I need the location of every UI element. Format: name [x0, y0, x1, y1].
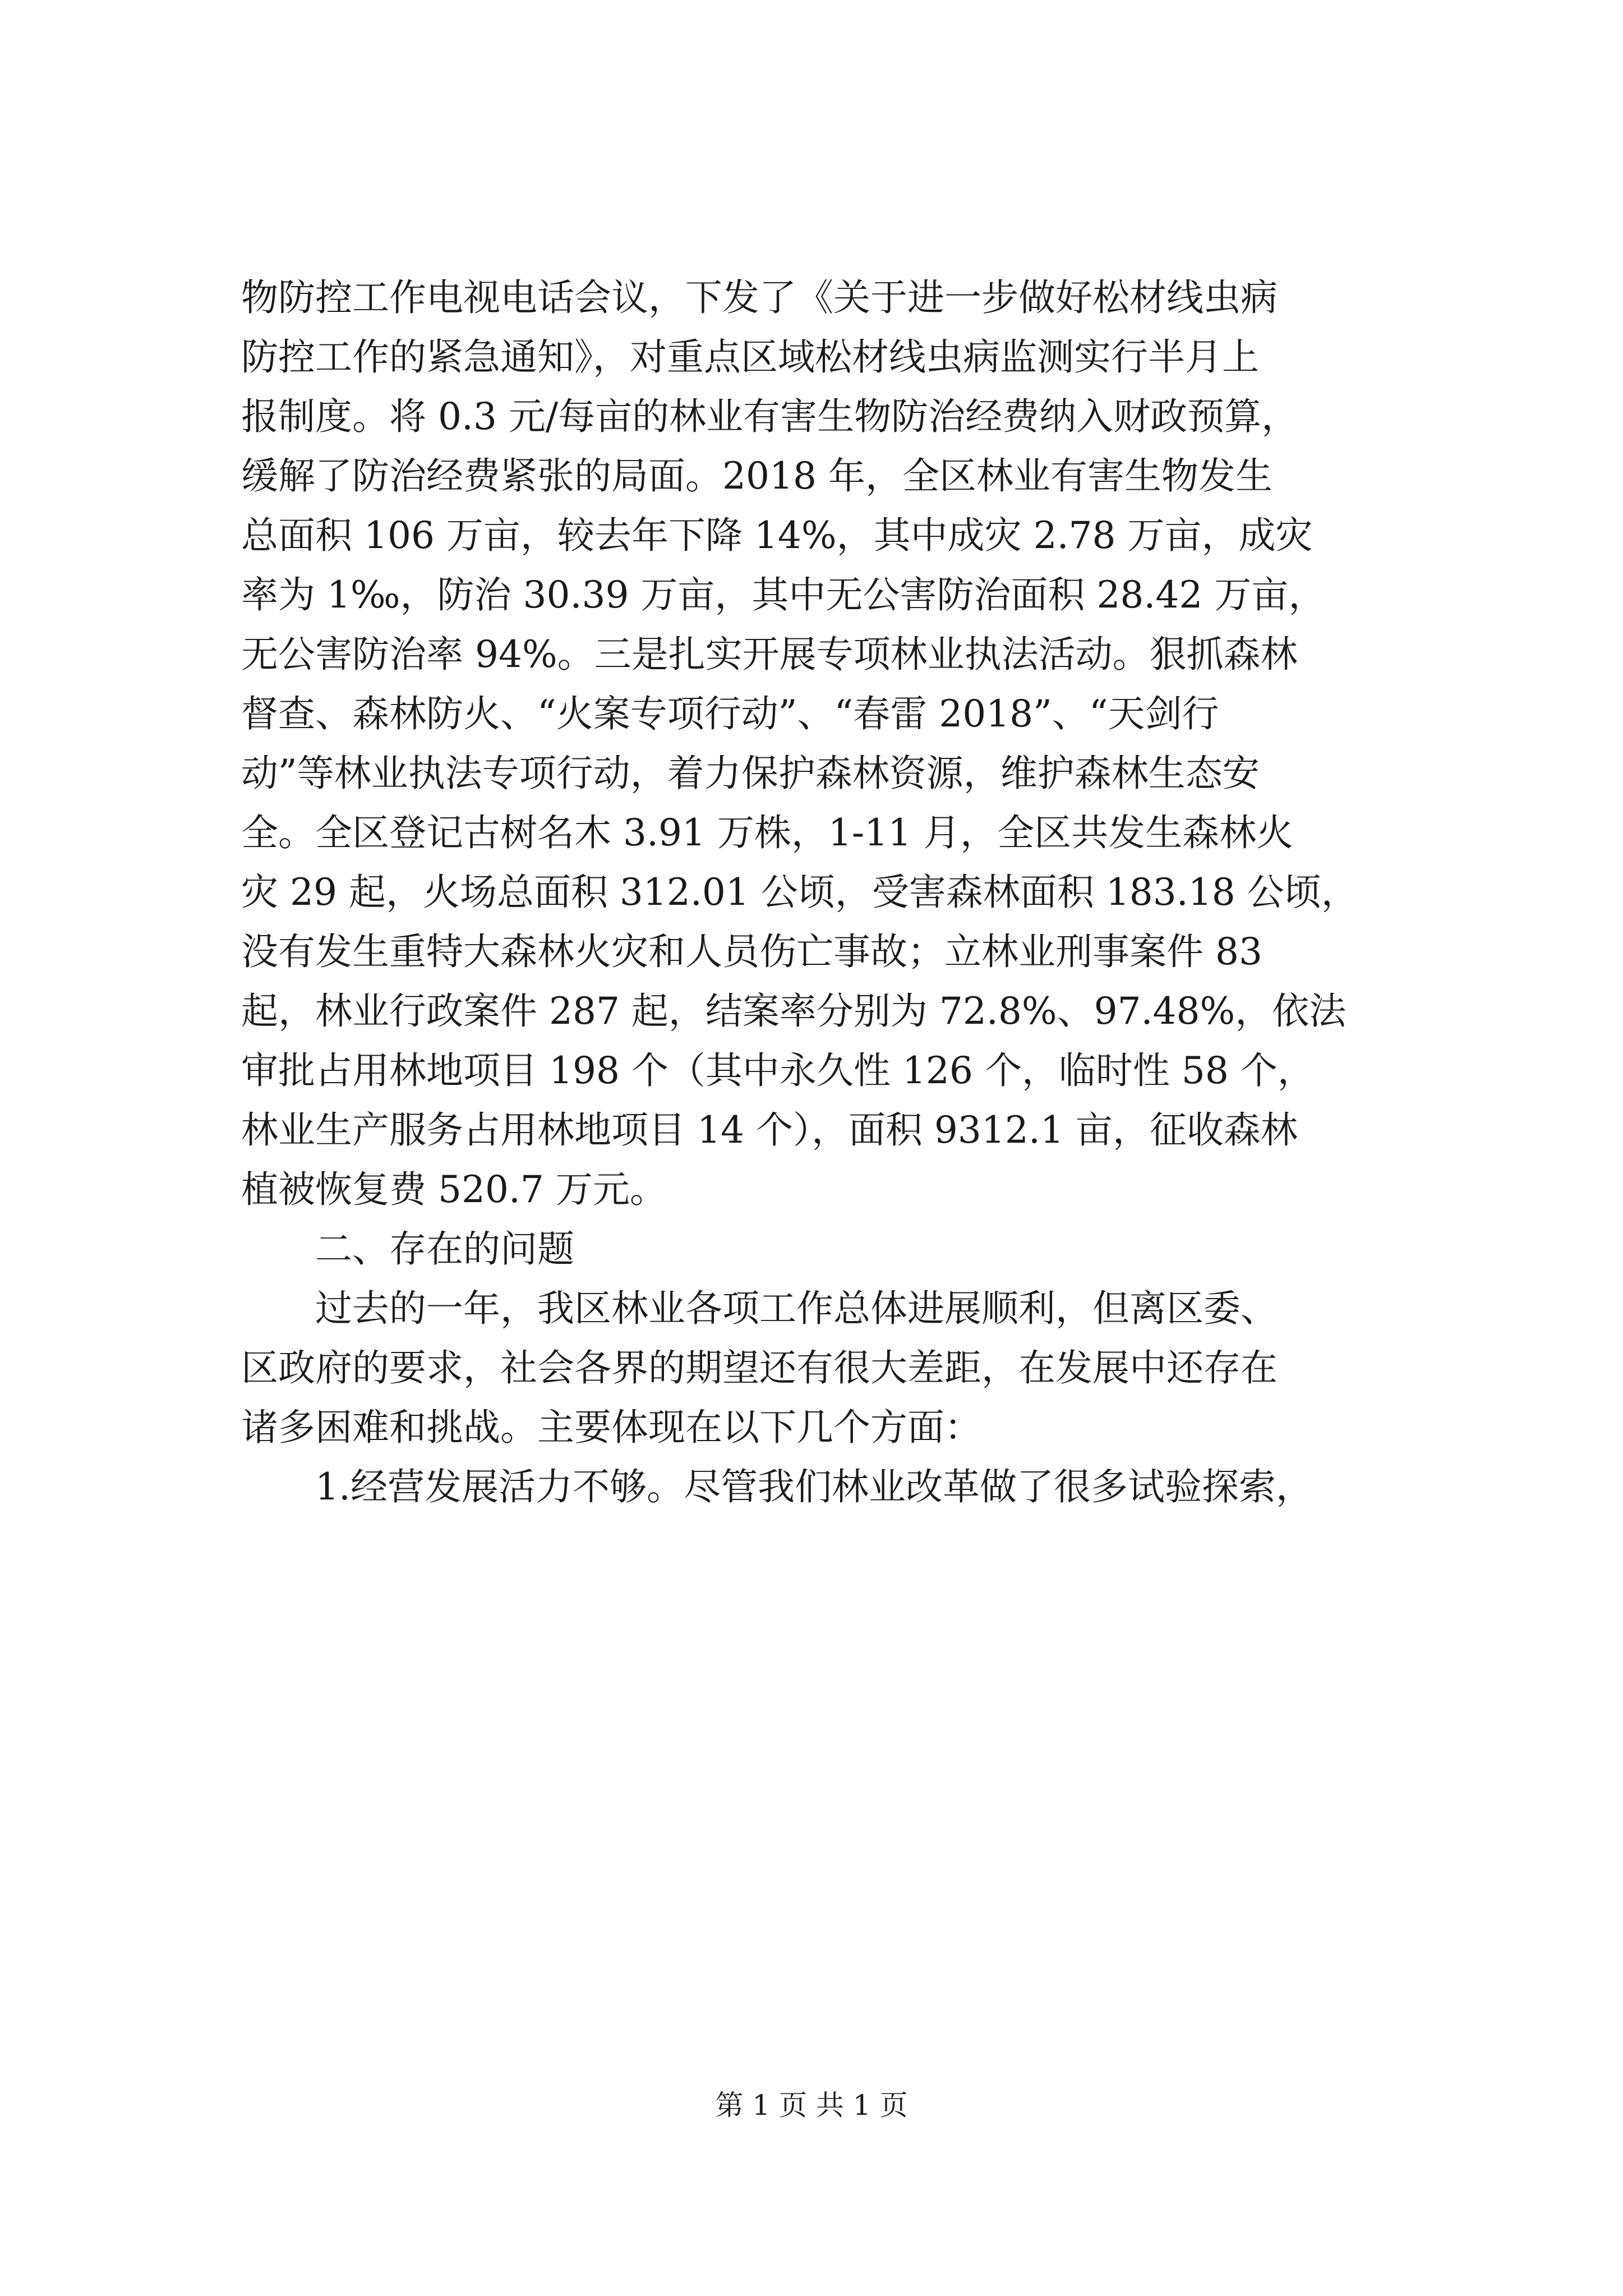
section-heading: 二、存在的问题	[315, 1227, 574, 1271]
text-line: 诸多困难和挑战。主要体现在以下几个方面：	[241, 1406, 981, 1449]
text-line: 起，林业行政案件 287 起，结案率分别为 72.8%、97.48%，依法	[241, 990, 1347, 1033]
text-line: 灾 29 起，火场总面积 312.01 公顷，受害森林面积 183.18 公顷，	[241, 871, 1358, 914]
paragraph-start-line: 过去的一年，我区林业各项工作总体进展顺利，但离区委、	[315, 1287, 1278, 1330]
page-footer: 第 1 页 共 1 页	[715, 2089, 908, 2122]
list-item-start-line: 1.经营发展活力不够。尽管我们林业改革做了很多试验探索，	[315, 1465, 1313, 1508]
text-line: 植被恢复费 520.7 万元。	[241, 1168, 667, 1211]
text-line: 防控工作的紧急通知》，对重点区域松材线虫病监测实行半月上	[241, 335, 1259, 379]
text-line: 全。全区登记古树名木 3.91 万株，1-11 月，全区共发生森林火	[241, 811, 1294, 854]
text-line: 区政府的要求，社会各界的期望还有很大差距，在发展中还存在	[241, 1346, 1278, 1389]
document-body	[241, 268, 1430, 1517]
text-line: 督查、森林防火、“火案专项行动”、“春雷 2018”、“天剑行	[241, 692, 1219, 735]
text-line: 动”等林业执法专项行动，着力保护森林资源，维护森林生态安	[241, 752, 1260, 795]
text-line: 总面积 106 万亩，较去年下降 14%，其中成灾 2.78 万亩，成灾	[241, 514, 1313, 557]
text-line: 林业生产服务占用林地项目 14 个），面积 9312.1 亩，征收森林	[241, 1108, 1298, 1152]
text-line: 审批占用林地项目 198 个（其中永久性 126 个，临时性 58 个，	[241, 1049, 1315, 1092]
text-line: 物防控工作电视电话会议，下发了《关于进一步做好松材线虫病	[241, 276, 1278, 319]
text-line: 没有发生重特大森林火灾和人员伤亡事故；立林业刑事案件 83	[241, 930, 1262, 973]
text-line: 缓解了防治经费紧张的局面。2018 年，全区林业有害生物发生	[241, 454, 1272, 498]
text-line: 率为 1‰，防治 30.39 万亩，其中无公害防治面积 28.42 万亩，	[241, 573, 1326, 616]
text-line: 报制度。将 0.3 元/每亩的林业有害生物防治经费纳入财政预算，	[241, 395, 1299, 438]
text-line: 无公害防治率 94%。三是扎实开展专项林业执法活动。狠抓森林	[241, 633, 1298, 676]
